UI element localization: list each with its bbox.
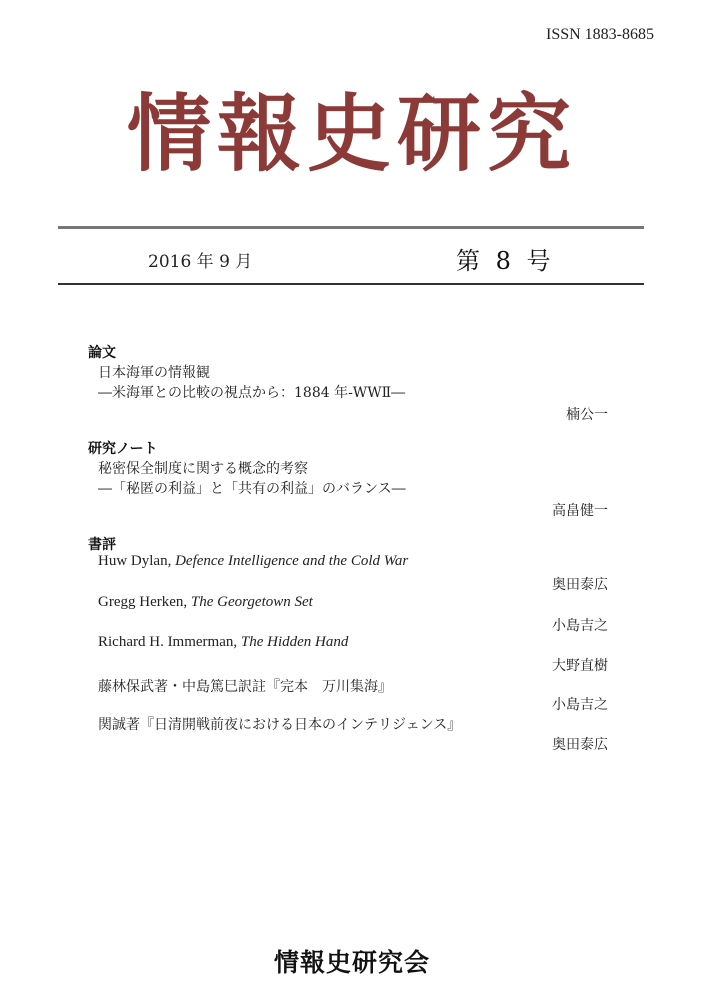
- reviewer-name: 奥田泰広: [552, 577, 608, 593]
- review-entry: [98, 676, 392, 696]
- review-book-title: The Georgetown Set: [190, 594, 313, 610]
- review-author: Gregg Herken,: [98, 594, 191, 610]
- section-heading-reviews: 書評: [88, 537, 116, 553]
- review-book-title: The Hidden Hand: [240, 634, 349, 650]
- issn-number: ISSN 1883-8685: [545, 26, 654, 43]
- article-subtitle: ―米海軍との比較の視点から：1884 年-WWⅡ―: [98, 385, 406, 401]
- note-title: 秘密保全制度に関する概念的考察: [98, 461, 308, 477]
- review-entry: [98, 553, 408, 570]
- reviewer-name: 小島吉之: [552, 618, 608, 634]
- section-heading-articles: 論文: [88, 345, 116, 361]
- review-book-title: 藤林保武著・中島篤巳訳註『完本 万川集海』: [98, 679, 392, 695]
- section-heading-notes: 研究ノート: [88, 441, 158, 457]
- review-author: Richard H. Immerman,: [98, 634, 241, 650]
- review-book-title: Defence Intelligence and the Cold War: [175, 553, 409, 569]
- note-subtitle: ―「秘匿の利益」と「共有の利益」のバランス―: [98, 481, 406, 497]
- divider-top: [58, 226, 644, 229]
- publisher-name: 情報史研究会: [273, 948, 430, 977]
- article-author: 楠公一: [566, 407, 608, 423]
- reviewer-name: 小島吉之: [552, 697, 608, 713]
- journal-title: 情報史研究: [126, 85, 577, 183]
- issue-date: 2016 年 9 月: [148, 252, 253, 272]
- article-title: 日本海軍の情報観: [98, 365, 210, 381]
- issue-number: 第 8 号: [456, 247, 555, 275]
- review-author: Huw Dylan,: [98, 553, 176, 569]
- reviewer-name: 大野直樹: [552, 658, 608, 674]
- review-entry: [98, 634, 348, 651]
- review-book-title: 関誠著『日清開戦前夜における日本のインテリジェンス』: [98, 717, 462, 733]
- review-entry: [98, 714, 461, 734]
- divider-bottom: [58, 283, 644, 285]
- review-entry: [98, 594, 313, 611]
- reviewer-name: 奥田泰広: [552, 737, 608, 753]
- note-author: 高畠健一: [552, 503, 608, 519]
